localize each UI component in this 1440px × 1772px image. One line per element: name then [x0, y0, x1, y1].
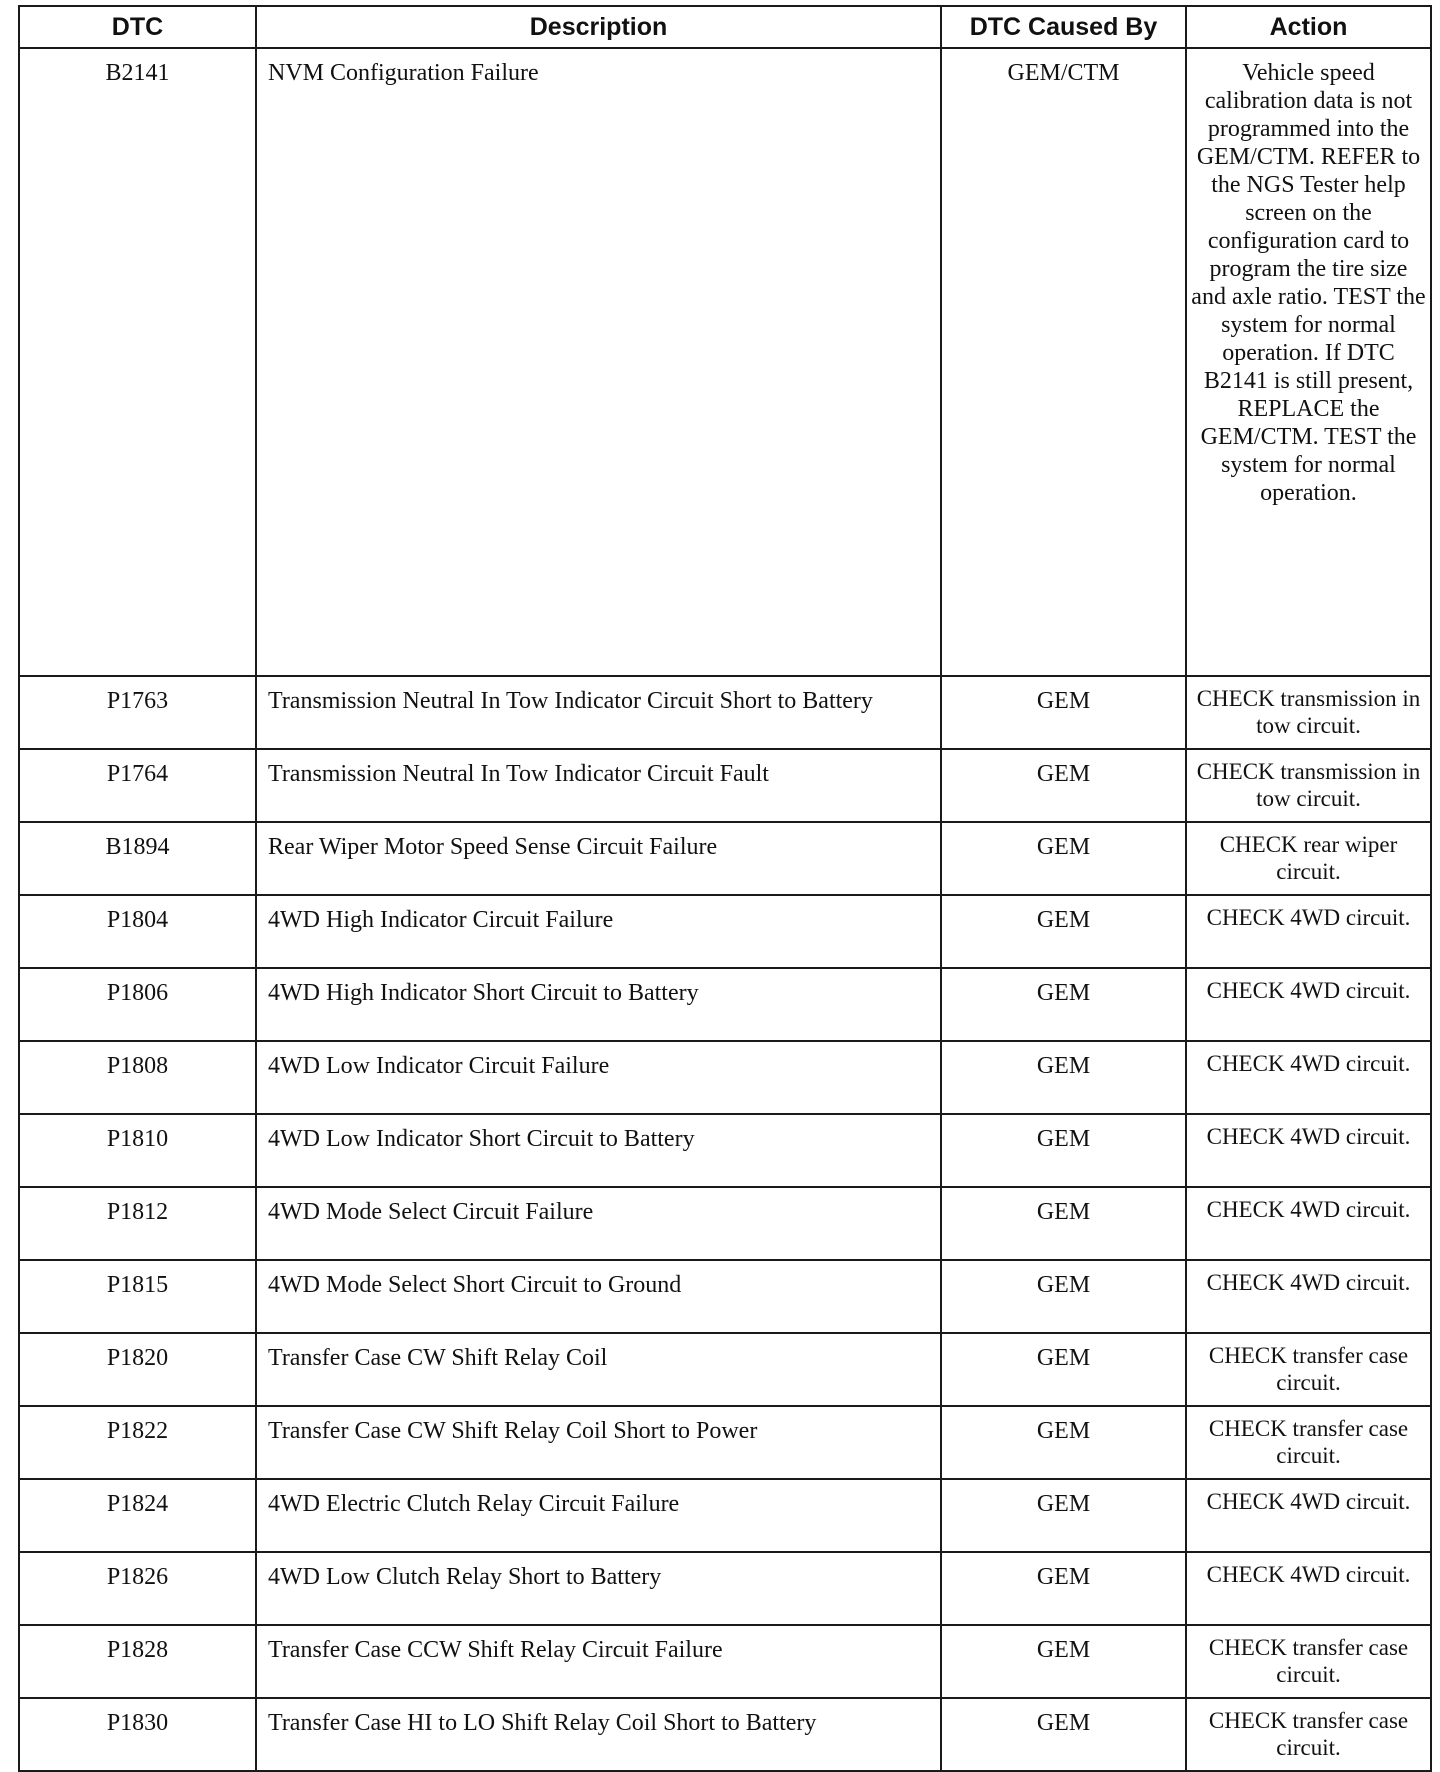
table-row	[19, 676, 1431, 749]
table-row	[19, 1406, 1431, 1479]
dtc-code: P1828	[19, 1625, 256, 1698]
dtc-description: Transfer Case CW Shift Relay Coil Short to Power	[256, 1406, 941, 1479]
dtc-caused-by: GEM	[941, 1333, 1186, 1406]
dtc-description: 4WD Electric Clutch Relay Circuit Failure	[256, 1479, 941, 1552]
table-row	[19, 1114, 1431, 1187]
dtc-action: CHECK transfer case circuit.	[1186, 1333, 1431, 1406]
dtc-description: Transmission Neutral In Tow Indicator Circuit Fault	[256, 749, 941, 822]
dtc-code: P1820	[19, 1333, 256, 1406]
dtc-action: CHECK 4WD circuit.	[1186, 1552, 1431, 1625]
dtc-code: P1826	[19, 1552, 256, 1625]
dtc-caused-by: GEM	[941, 895, 1186, 968]
dtc-caused-by: GEM	[941, 1041, 1186, 1114]
dtc-description: Transfer Case CCW Shift Relay Circuit Failure	[256, 1625, 941, 1698]
dtc-action: CHECK 4WD circuit.	[1186, 1479, 1431, 1552]
dtc-action: CHECK rear wiper circuit.	[1186, 822, 1431, 895]
dtc-code: P1810	[19, 1114, 256, 1187]
dtc-caused-by: GEM	[941, 749, 1186, 822]
dtc-code: B2141	[19, 48, 256, 676]
dtc-code: P1830	[19, 1698, 256, 1771]
table-row	[19, 822, 1431, 895]
dtc-description: 4WD Mode Select Short Circuit to Ground	[256, 1260, 941, 1333]
dtc-caused-by: GEM	[941, 1479, 1186, 1552]
dtc-description: 4WD Low Clutch Relay Short to Battery	[256, 1552, 941, 1625]
dtc-code: P1764	[19, 749, 256, 822]
dtc-caused-by: GEM	[941, 1114, 1186, 1187]
dtc-caused-by: GEM	[941, 968, 1186, 1041]
dtc-code: P1824	[19, 1479, 256, 1552]
dtc-code: P1806	[19, 968, 256, 1041]
dtc-description: Transfer Case CW Shift Relay Coil	[256, 1333, 941, 1406]
table-row	[19, 1552, 1431, 1625]
dtc-description: Transmission Neutral In Tow Indicator Circuit Short to Battery	[256, 676, 941, 749]
table-row	[19, 968, 1431, 1041]
dtc-caused-by: GEM	[941, 1552, 1186, 1625]
table-row	[19, 1041, 1431, 1114]
dtc-code: P1815	[19, 1260, 256, 1333]
dtc-code: P1812	[19, 1187, 256, 1260]
dtc-description: 4WD Mode Select Circuit Failure	[256, 1187, 941, 1260]
dtc-code: P1763	[19, 676, 256, 749]
table-row	[19, 1698, 1431, 1771]
dtc-action: CHECK 4WD circuit.	[1186, 1187, 1431, 1260]
dtc-action: CHECK 4WD circuit.	[1186, 1114, 1431, 1187]
dtc-caused-by: GEM	[941, 822, 1186, 895]
dtc-table	[18, 5, 1432, 1772]
table-row	[19, 1333, 1431, 1406]
dtc-description: 4WD High Indicator Short Circuit to Battery	[256, 968, 941, 1041]
dtc-description: 4WD Low Indicator Circuit Failure	[256, 1041, 941, 1114]
dtc-code: P1822	[19, 1406, 256, 1479]
dtc-code: P1804	[19, 895, 256, 968]
dtc-action: CHECK 4WD circuit.	[1186, 968, 1431, 1041]
dtc-caused-by: GEM	[941, 676, 1186, 749]
header-dtc: DTC	[19, 6, 256, 48]
table-row	[19, 1625, 1431, 1698]
dtc-action: CHECK 4WD circuit.	[1186, 1041, 1431, 1114]
dtc-action: CHECK transfer case circuit.	[1186, 1625, 1431, 1698]
dtc-action: CHECK transmission in tow circuit.	[1186, 676, 1431, 749]
dtc-caused-by: GEM	[941, 1187, 1186, 1260]
table-row	[19, 1260, 1431, 1333]
dtc-code: P1808	[19, 1041, 256, 1114]
dtc-action: Vehicle speed calibration data is not programmed into the GEM/CTM. REFER to the NGS Tester help screen on the configuration card to program the tire size and axle ratio. TEST the system for normal operation. If DTC B2141 is still present, REPLACE the GEM/CTM. TEST the system for normal operation.	[1186, 48, 1431, 676]
dtc-caused-by: GEM	[941, 1260, 1186, 1333]
dtc-action: CHECK 4WD circuit.	[1186, 895, 1431, 968]
header-caused-by: DTC Caused By	[941, 6, 1186, 48]
dtc-action: CHECK transfer case circuit.	[1186, 1698, 1431, 1771]
dtc-action: CHECK 4WD circuit.	[1186, 1260, 1431, 1333]
table-row	[19, 749, 1431, 822]
dtc-code: B1894	[19, 822, 256, 895]
table-row	[19, 1187, 1431, 1260]
dtc-caused-by: GEM	[941, 1625, 1186, 1698]
table-row	[19, 895, 1431, 968]
header-action: Action	[1186, 6, 1431, 48]
dtc-description: NVM Configuration Failure	[256, 48, 941, 676]
dtc-caused-by: GEM	[941, 1406, 1186, 1479]
dtc-description: 4WD High Indicator Circuit Failure	[256, 895, 941, 968]
table-header-row	[19, 6, 1431, 48]
table-row	[19, 1479, 1431, 1552]
dtc-description: Rear Wiper Motor Speed Sense Circuit Failure	[256, 822, 941, 895]
dtc-action: CHECK transmission in tow circuit.	[1186, 749, 1431, 822]
dtc-caused-by: GEM/CTM	[941, 48, 1186, 676]
dtc-description: Transfer Case HI to LO Shift Relay Coil Short to Battery	[256, 1698, 941, 1771]
table-row	[19, 48, 1431, 676]
dtc-caused-by: GEM	[941, 1698, 1186, 1771]
header-description: Description	[256, 6, 941, 48]
dtc-action: CHECK transfer case circuit.	[1186, 1406, 1431, 1479]
dtc-description: 4WD Low Indicator Short Circuit to Battery	[256, 1114, 941, 1187]
